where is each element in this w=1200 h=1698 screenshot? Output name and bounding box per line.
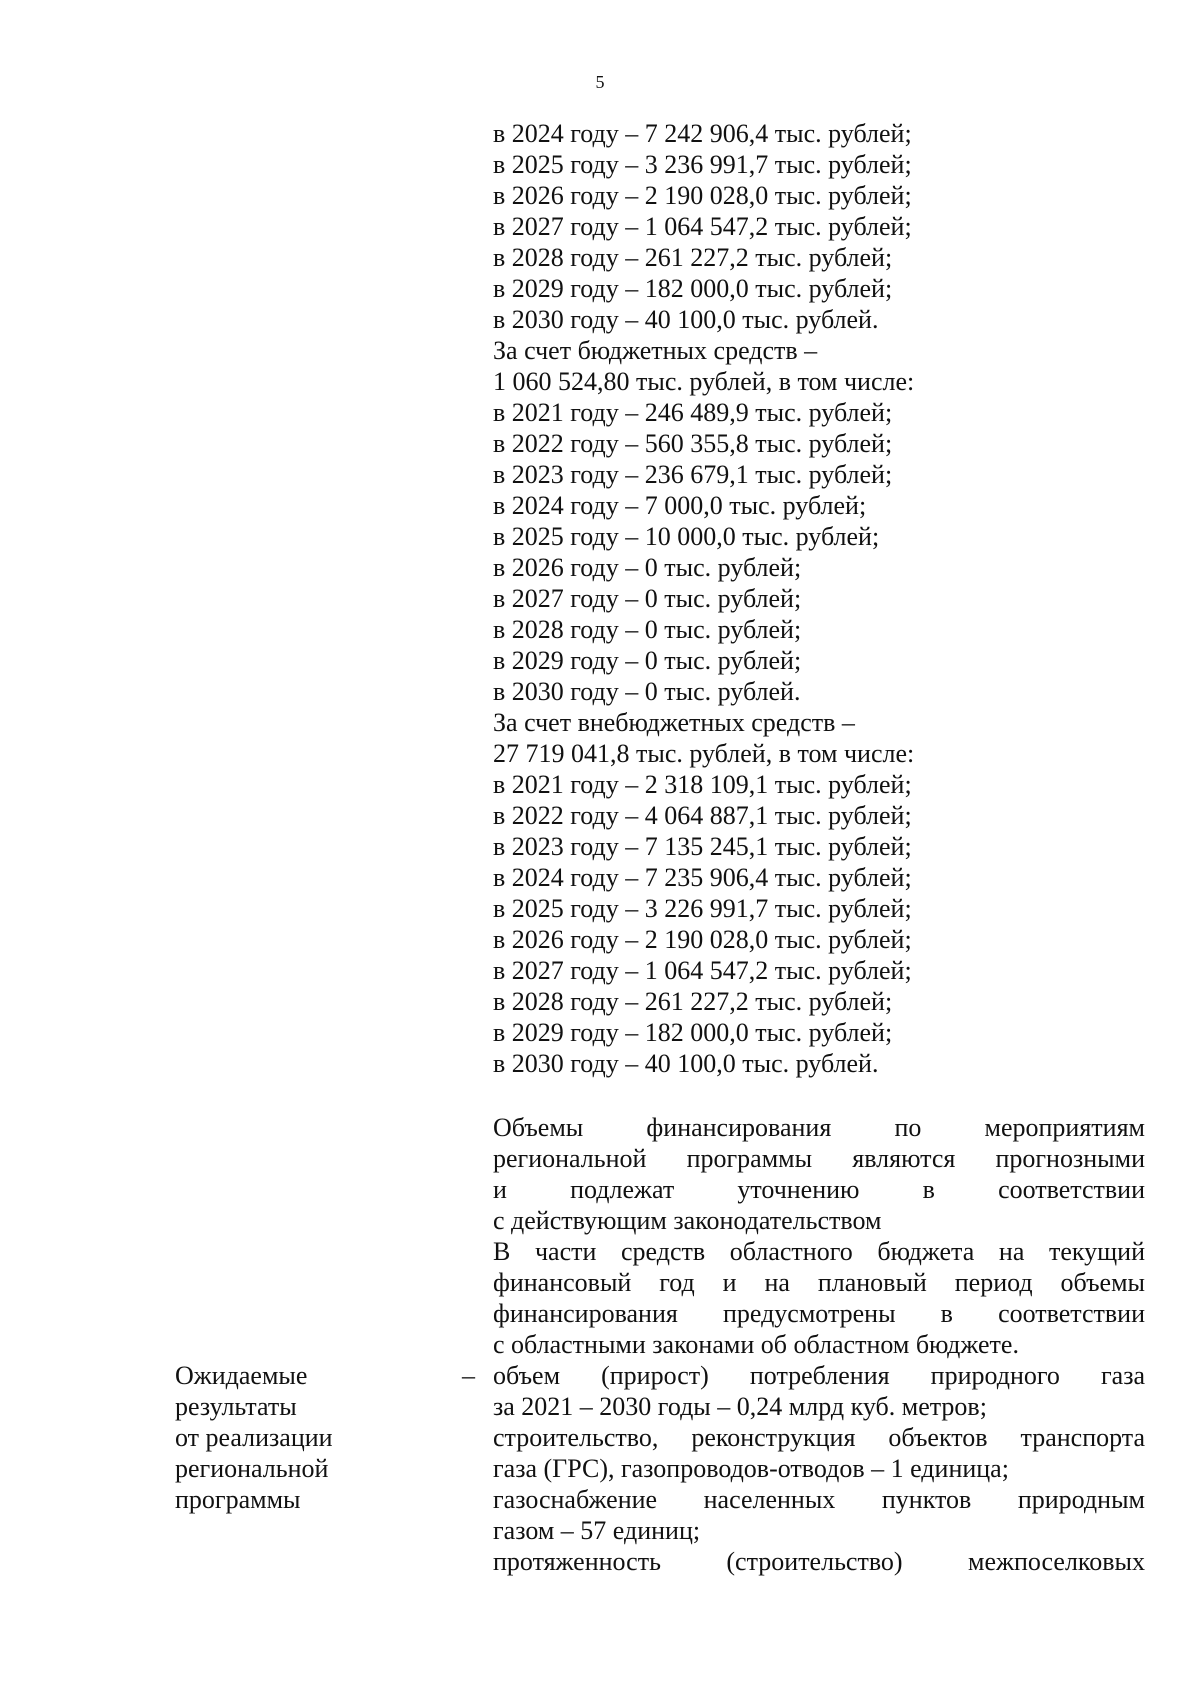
extrabudget-funds-total: 27 719 041,8 тыс. рублей, в том числе: (493, 739, 915, 768)
page-number: 5 (595, 72, 605, 92)
note-line: В части средств областного бюджета на текущий (493, 1237, 1145, 1266)
funding-line: в 2028 году – 261 227,2 тыс. рублей; (493, 243, 893, 272)
funding-line: в 2027 году – 1 064 547,2 тыс. рублей; (493, 212, 912, 241)
results-content (493, 1360, 1145, 1577)
funding-line: в 2029 году – 182 000,0 тыс. рублей; (493, 274, 893, 303)
funding-line: в 2024 году – 7 242 906,4 тыс. рублей; (493, 119, 912, 148)
budget-funds-heading: За счет бюджетных средств – (493, 336, 818, 365)
results-label-line: Ожидаемые (175, 1361, 308, 1390)
funding-line: в 2029 году – 0 тыс. рублей; (493, 646, 802, 675)
note-line: Объемы финансирования по мероприятиям (493, 1113, 1145, 1142)
funding-line: в 2024 году – 7 000,0 тыс. рублей; (493, 491, 867, 520)
results-line: газа (ГРС), газопроводов-отводов – 1 единица; (493, 1454, 1009, 1483)
funding-line: в 2030 году – 0 тыс. рублей. (493, 677, 801, 706)
funding-line: в 2026 году – 0 тыс. рублей; (493, 553, 802, 582)
funding-line: в 2022 году – 560 355,8 тыс. рублей; (493, 429, 893, 458)
note-line: с действующим законодательством (493, 1206, 882, 1235)
results-label-line: программы (175, 1485, 301, 1514)
funding-line: в 2025 году – 10 000,0 тыс. рублей; (493, 522, 880, 551)
results-line: газом – 57 единиц; (493, 1516, 701, 1545)
results-label-line: от реализации (175, 1423, 333, 1452)
results-label (175, 1360, 333, 1515)
funding-note (493, 1112, 1145, 1360)
funding-line: в 2026 году – 2 190 028,0 тыс. рублей; (493, 181, 912, 210)
funding-line: в 2025 году – 3 236 991,7 тыс. рублей; (493, 150, 912, 179)
funding-line: в 2025 году – 3 226 991,7 тыс. рублей; (493, 894, 912, 923)
funding-section (493, 118, 1145, 1079)
funding-line: в 2021 году – 2 318 109,1 тыс. рублей; (493, 770, 912, 799)
budget-funds-total: 1 060 524,80 тыс. рублей, в том числе: (493, 367, 915, 396)
funding-line: в 2030 году – 40 100,0 тыс. рублей. (493, 1049, 879, 1078)
funding-line: в 2023 году – 236 679,1 тыс. рублей; (493, 460, 893, 489)
funding-line: в 2022 году – 4 064 887,1 тыс. рублей; (493, 801, 912, 830)
results-label-line: региональной (175, 1454, 329, 1483)
funding-line: в 2029 году – 182 000,0 тыс. рублей; (493, 1018, 893, 1047)
funding-line: в 2030 году – 40 100,0 тыс. рублей. (493, 305, 879, 334)
funding-line: в 2023 году – 7 135 245,1 тыс. рублей; (493, 832, 912, 861)
note-line: региональной программы являются прогнозными (493, 1144, 1145, 1173)
note-line: с областными законами об областном бюджете. (493, 1330, 1019, 1359)
funding-line: в 2027 году – 1 064 547,2 тыс. рублей; (493, 956, 912, 985)
funding-line: в 2026 году – 2 190 028,0 тыс. рублей; (493, 925, 912, 954)
funding-line: в 2028 году – 261 227,2 тыс. рублей; (493, 987, 893, 1016)
funding-line: в 2021 году – 246 489,9 тыс. рублей; (493, 398, 893, 427)
funding-line: в 2028 году – 0 тыс. рублей; (493, 615, 802, 644)
results-line: строительство, реконструкция объектов транспорта (493, 1423, 1145, 1452)
note-line: и подлежат уточнению в соответствии (493, 1175, 1145, 1204)
results-line: объем (прирост) потребления природного газа (493, 1361, 1145, 1390)
results-label-line: результаты (175, 1392, 297, 1421)
results-dash: – (462, 1361, 475, 1390)
funding-line: в 2027 году – 0 тыс. рублей; (493, 584, 802, 613)
note-line: финансирования предусмотрены в соответствии (493, 1299, 1145, 1328)
results-line: за 2021 – 2030 годы – 0,24 млрд куб. метров; (493, 1392, 987, 1421)
results-line: газоснабжение населенных пунктов природным (493, 1485, 1145, 1514)
funding-line: в 2024 году – 7 235 906,4 тыс. рублей; (493, 863, 912, 892)
note-line: финансовый год и на плановый период объемы (493, 1268, 1145, 1297)
results-line: протяженность (строительство) межпоселковых (493, 1547, 1145, 1576)
extrabudget-funds-heading: За счет внебюджетных средств – (493, 708, 855, 737)
